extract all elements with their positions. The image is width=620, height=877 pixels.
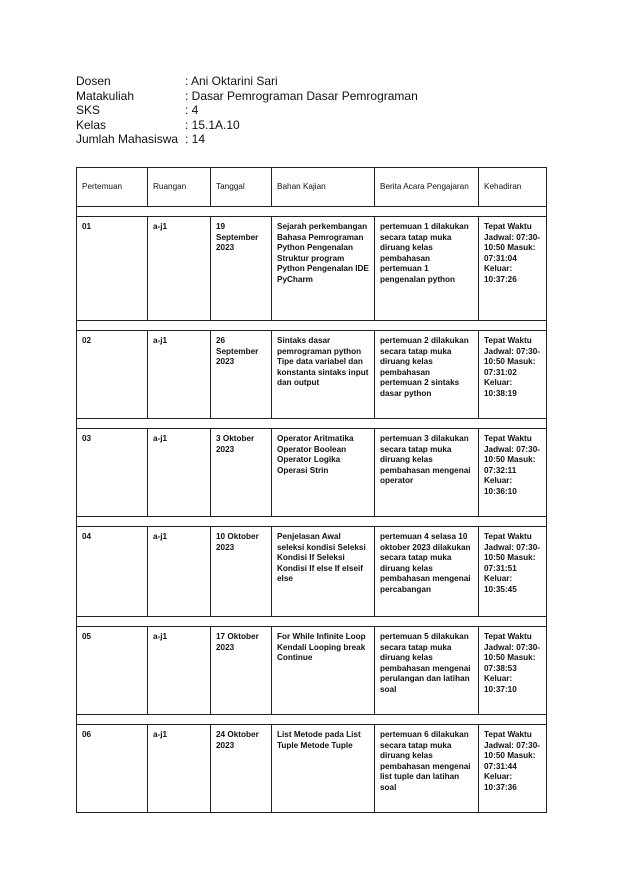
header-pertemuan: Pertemuan [77, 168, 148, 207]
cell-tanggal: 10 Oktober 2023 [211, 527, 272, 617]
cell-ruangan: a-j1 [148, 331, 211, 419]
cell-pertemuan: 01 [77, 217, 148, 321]
info-row-jumlah-mahasiswa [76, 132, 418, 147]
info-row-sks [76, 103, 418, 118]
cell-tanggal: 26 September 2023 [211, 331, 272, 419]
table-row [77, 429, 547, 517]
cell-bahan-kajian: Operator Aritmatika Operator Boolean Operator Logika Operasi Strin [272, 429, 375, 517]
cell-kehadiran: Tepat Waktu Jadwal: 07:30-10:50 Masuk: 07:31:04 Keluar: 10:37:26 [479, 217, 547, 321]
info-value: : Ani Oktarini Sari [185, 74, 278, 88]
table-header-row [77, 168, 547, 207]
cell-berita-acara: pertemuan 3 dilakukan secara tatap muka diruang kelas pembahasan mengenai operator [375, 429, 479, 517]
cell-berita-acara: pertemuan 5 dilakukan secara tatap muka diruang kelas pembahasan mengenai perulangan dan latihan soal [375, 627, 479, 715]
info-row-dosen [76, 74, 418, 89]
cell-kehadiran: Tepat Waktu Jadwal: 07:30-10:50 Masuk: 07:31:51 Keluar: 10:35:45 [479, 527, 547, 617]
cell-bahan-kajian: For While Infinite Loop Kendali Looping break Continue [272, 627, 375, 715]
info-label: Dosen [76, 74, 111, 88]
cell-bahan-kajian: Penjelasan Awal seleksi kondisi Seleksi Kondisi If Seleksi Kondisi If else If elseif else [272, 527, 375, 617]
course-info [76, 74, 418, 147]
cell-kehadiran: Tepat Waktu Jadwal: 07:30-10:50 Masuk: 07:31:44 Keluar: 10:37:36 [479, 725, 547, 813]
cell-berita-acara: pertemuan 2 dilakukan secara tatap muka diruang kelas pembahasan pertemuan 2 sintaks dasar python [375, 331, 479, 419]
header-kehadiran: Kehadiran [479, 168, 547, 207]
info-value: : Dasar Pemrograman Dasar Pemrograman [185, 88, 418, 103]
info-label: SKS [76, 103, 101, 117]
cell-berita-acara: pertemuan 4 selasa 10 oktober 2023 dilakukan secara tatap muka diruang kelas pembahasan mengenai percabangan [375, 527, 479, 617]
cell-bahan-kajian: Sejarah perkembangan Bahasa Pemrograman Python Pengenalan Struktur program Python Pengenalan IDE PyCharm [272, 217, 375, 321]
cell-tanggal: 24 Oktober 2023 [211, 725, 272, 813]
header-berita-acara: Berita Acara Pengajaran [375, 168, 479, 207]
info-value: : 4 [185, 103, 199, 117]
table-row [77, 527, 547, 617]
cell-kehadiran: Tepat Waktu Jadwal: 07:30-10:50 Masuk: 07:31:02 Keluar: 10:38:19 [479, 331, 547, 419]
cell-bahan-kajian: List Metode pada List Tuple Metode Tuple [272, 725, 375, 813]
cell-tanggal: 19 September 2023 [211, 217, 272, 321]
info-value: : 15.1A.10 [185, 117, 240, 132]
info-label: Jumlah Mahasiswa [76, 132, 179, 146]
cell-tanggal: 3 Oktober 2023 [211, 429, 272, 517]
cell-tanggal: 17 Oktober 2023 [211, 627, 272, 715]
info-value: : 14 [185, 132, 206, 146]
info-label: Kelas [76, 117, 107, 132]
cell-pertemuan: 04 [77, 527, 148, 617]
cell-bahan-kajian: Sintaks dasar pemrograman python Tipe data variabel dan konstanta sintaks input dan output [272, 331, 375, 419]
cell-ruangan: a-j1 [148, 429, 211, 517]
cell-pertemuan: 06 [77, 725, 148, 813]
header-ruangan: Ruangan [148, 168, 211, 207]
info-row-matakuliah [76, 89, 418, 104]
cell-kehadiran: Tepat Waktu Jadwal: 07:30-10:50 Masuk: 07:32:11 Keluar: 10:36:10 [479, 429, 547, 517]
info-label: Matakuliah [76, 88, 135, 103]
cell-berita-acara: pertemuan 6 dilakukan secara tatap muka diruang kelas pembahasan mengenai list tuple dan latihan soal [375, 725, 479, 813]
cell-pertemuan: 02 [77, 331, 148, 419]
table-row [77, 725, 547, 813]
cell-kehadiran: Tepat Waktu Jadwal: 07:30-10:50 Masuk: 07:38:53 Keluar: 10:37:10 [479, 627, 547, 715]
attendance-table [76, 167, 547, 813]
table-row [77, 331, 547, 419]
cell-ruangan: a-j1 [148, 725, 211, 813]
cell-berita-acara: pertemuan 1 dilakukan secara tatap muka diruang kelas pembahasan pertemuan 1 pengenalan python [375, 217, 479, 321]
table-row [77, 627, 547, 715]
cell-ruangan: a-j1 [148, 217, 211, 321]
cell-ruangan: a-j1 [148, 627, 211, 715]
cell-pertemuan: 03 [77, 429, 148, 517]
cell-pertemuan: 05 [77, 627, 148, 715]
cell-ruangan: a-j1 [148, 527, 211, 617]
info-row-kelas [76, 118, 418, 133]
header-bahan-kajian: Bahan Kajian [272, 168, 375, 207]
table-row [77, 217, 547, 321]
header-tanggal: Tanggal [211, 168, 272, 207]
